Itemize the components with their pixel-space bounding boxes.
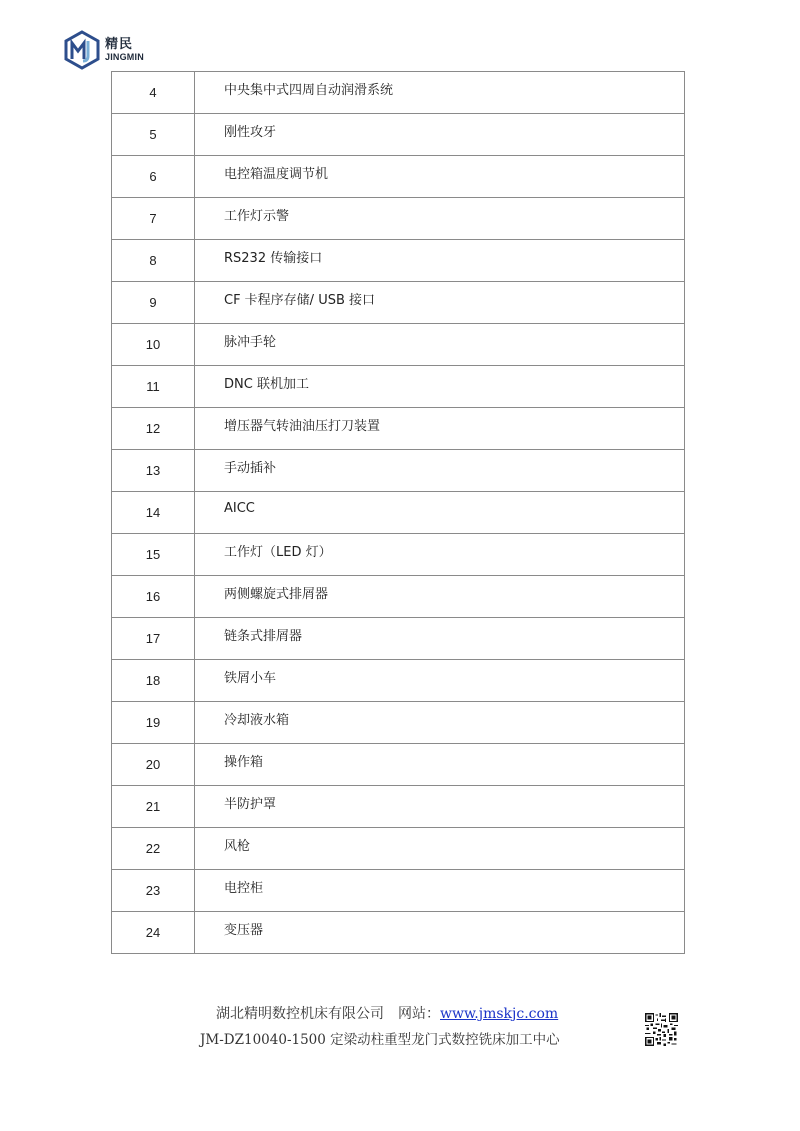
- row-item-name: RS232 传输接口: [195, 240, 685, 282]
- table-row: [112, 786, 685, 828]
- row-number: 4: [112, 72, 195, 114]
- row-item-name: 铁屑小车: [195, 660, 685, 702]
- row-number: 8: [112, 240, 195, 282]
- row-item-name: 刚性攻牙: [195, 114, 685, 156]
- table-row: [112, 744, 685, 786]
- table-row: [112, 240, 685, 282]
- table-row: [112, 198, 685, 240]
- row-number: 20: [112, 744, 195, 786]
- row-number: 12: [112, 408, 195, 450]
- row-number: 22: [112, 828, 195, 870]
- row-item-name: 工作灯（LED 灯）: [195, 534, 685, 576]
- row-item-name: DNC 联机加工: [195, 366, 685, 408]
- qr-code-icon: [645, 1013, 678, 1046]
- table-row: [112, 618, 685, 660]
- table-row: [112, 534, 685, 576]
- table-row: [112, 366, 685, 408]
- row-item-name: 两侧螺旋式排屑器: [195, 576, 685, 618]
- table-row: [112, 324, 685, 366]
- row-item-name: 脉冲手轮: [195, 324, 685, 366]
- row-item-name: AICC: [195, 492, 685, 534]
- table-row: [112, 660, 685, 702]
- row-number: 7: [112, 198, 195, 240]
- company-name: 湖北精明数控机床有限公司: [216, 1006, 384, 1022]
- table-row: [112, 702, 685, 744]
- row-number: 17: [112, 618, 195, 660]
- table-row: [112, 282, 685, 324]
- row-number: 11: [112, 366, 195, 408]
- row-number: 21: [112, 786, 195, 828]
- row-item-name: 增压器气转油油压打刀装置: [195, 408, 685, 450]
- row-item-name: 中央集中式四周自动润滑系统: [195, 72, 685, 114]
- logo-chinese-name: 精民: [105, 37, 134, 52]
- website-link[interactable]: www.jmskjc.com: [440, 1006, 559, 1022]
- row-number: 13: [112, 450, 195, 492]
- equipment-list-table: [111, 71, 685, 954]
- row-number: 18: [112, 660, 195, 702]
- row-item-name: 变压器: [195, 912, 685, 954]
- row-item-name: 风枪: [195, 828, 685, 870]
- table-row: [112, 72, 685, 114]
- table-row: [112, 870, 685, 912]
- model-name-line: JM-DZ10040-1500 定梁动柱重型龙门式数控铣床加工中心: [200, 1032, 560, 1048]
- row-number: 10: [112, 324, 195, 366]
- table-row: [112, 576, 685, 618]
- row-item-name: 工作灯示警: [195, 198, 685, 240]
- footer-contact-line: [216, 1003, 558, 1023]
- row-number: 24: [112, 912, 195, 954]
- jingmin-logo-icon: [62, 30, 102, 70]
- table-row: [112, 156, 685, 198]
- row-number: 5: [112, 114, 195, 156]
- row-item-name: CF 卡程序存储/ USB 接口: [195, 282, 685, 324]
- row-number: 15: [112, 534, 195, 576]
- table-row: [112, 450, 685, 492]
- table-row: [112, 492, 685, 534]
- row-number: 19: [112, 702, 195, 744]
- row-number: 6: [112, 156, 195, 198]
- table-row: [112, 912, 685, 954]
- row-number: 9: [112, 282, 195, 324]
- row-number: 14: [112, 492, 195, 534]
- row-item-name: 手动插补: [195, 450, 685, 492]
- row-number: 16: [112, 576, 195, 618]
- row-item-name: 链条式排屑器: [195, 618, 685, 660]
- table-row: [112, 828, 685, 870]
- row-item-name: 电控柜: [195, 870, 685, 912]
- row-item-name: 电控箱温度调节机: [195, 156, 685, 198]
- row-item-name: 半防护罩: [195, 786, 685, 828]
- table-row: [112, 408, 685, 450]
- company-logo: [62, 28, 152, 72]
- website-label: 网站：: [398, 1006, 440, 1022]
- row-number: 23: [112, 870, 195, 912]
- table-row: [112, 114, 685, 156]
- logo-english-name: JINGMIN: [105, 52, 144, 62]
- row-item-name: 操作箱: [195, 744, 685, 786]
- row-item-name: 冷却液水箱: [195, 702, 685, 744]
